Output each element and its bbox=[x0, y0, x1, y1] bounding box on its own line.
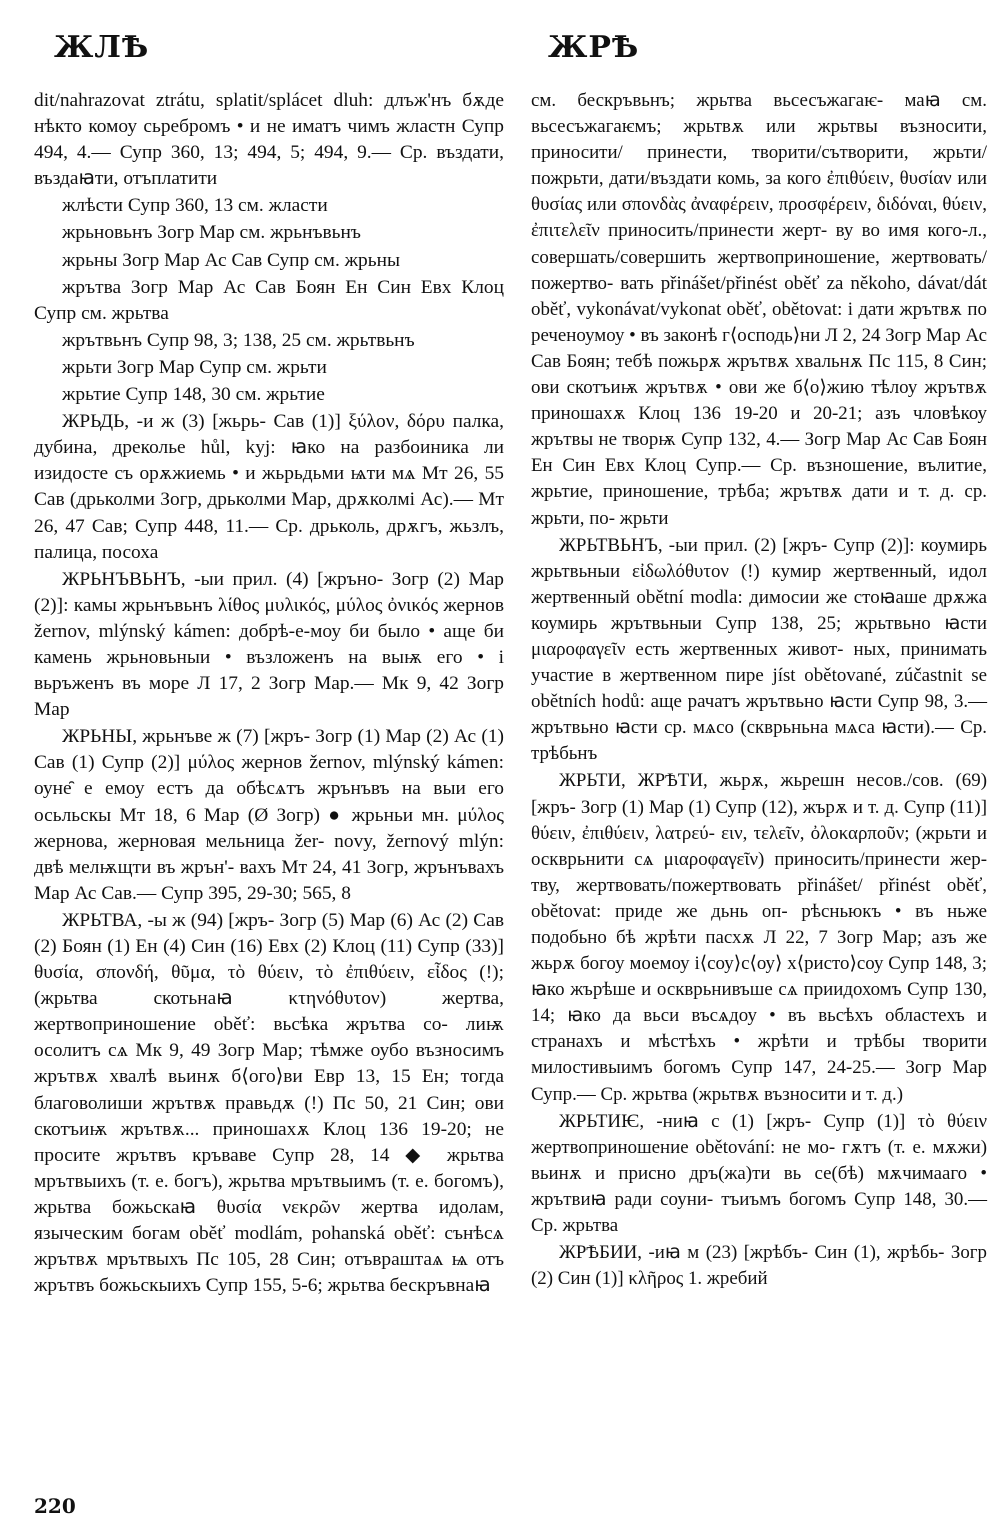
cross-reference-entry: жрьтие Супр 148, 30 см. жрьтие bbox=[62, 384, 325, 406]
dictionary-entry-zhrebii: ЖРѢБИИ, -иꙗ м (23) [жрѣбъ- Син (1), жрѣбь- Зогр (2) Син (1)] κλῆρος 1. жребий bbox=[531, 1242, 987, 1290]
cross-reference-entry: жрьти Зогр Мар Супр см. жрьти bbox=[62, 356, 327, 378]
dictionary-entry-zhrnvn: ЖРЬНЪВЬНЪ, -ыи прил. (4) [жръно- Зогр (2) Мар (2)]: камы жрьнъвьнъ λίθος μυλικός, μύλος ὀνικός жернов žernov, mlýnský kámen: добрѣ-е-моу би было • аще би камень жрьновьныи • възложенъ на выѭ его • і вьръженъ въ море Л 17, 2 Зогр Мар.— Мк 9, 42 Зогр Мар bbox=[34, 568, 504, 721]
right-column bbox=[531, 88, 987, 1293]
right-running-head: ЖРѢ bbox=[548, 30, 640, 65]
cross-reference-entry: жрътвьнъ Супр 98, 3; 138, 25 см. жрьтвьнъ bbox=[62, 329, 415, 351]
cross-reference-entry: жрьны Зогр Мар Ас Сав Супр см. жрьны bbox=[62, 249, 400, 271]
dictionary-entry-zhrd: ЖРЬДЬ, -и ж (3) [жьрь- Сав (1)] ξύλον, δόρυ палка, дубина, дреколье hůl, kyj: ꙗко на разбоиника ли изидосте съ орѫжиемь • и жьрьдьми ѩти мѧ Мт 26, 55 Сав (дрьколми Зогр, дрьколми Мар, дрѫколмі Ас).— Мт 26, 47 Сав; Супр 448, 11.— Ср. дрьколь, дрѫгъ, жьзлъ, палица, посоха bbox=[34, 411, 504, 563]
cross-reference-entry: жлѣсти Супр 360, 13 см. жласти bbox=[62, 195, 328, 217]
entry-continued-text: dit/nahrazovat ztrátu, splatit/splácet dluh: длъж'нъ бѫде нѣкто комоу сьребромъ • и не иматъ чимъ жластн Супр 494, 4.— Супр 360, 13; 494, 5; 494, 9.— Ср. въздати, въздаꙗти, отъплатити bbox=[34, 90, 504, 190]
left-column bbox=[34, 88, 504, 1300]
dictionary-entry-zhrtvn: ЖРЬТВЬНЪ, -ыи прил. (2) [жръ- Супр (2)]: коумирь жрьтвьныи εἰδωλόθυτον (!) кумир жертвенный, идол жертвенный obětní modla: димосии же стоꙗаше дрѫжа коумирь жрътвьныи Супр 138, 25; жрьтвьно ꙗсти μιαροφαγεῖν есть жертвенных живот- ных, принимать участие в жертвенном пире jíst obětované, zúčastnit se obětních hodů: аще рачатъ жрътвьно ꙗсти Супр 98, 3.— жрътвьно ꙗсти ср. мѧсо (скврьньна мѧса ꙗсти).— Ср. трѣбьнъ bbox=[531, 534, 987, 765]
cross-reference-entry: жрътва Зогр Мар Ас Сав Боян Ен Син Евх Клоц Супр см. жрьтва bbox=[34, 276, 504, 324]
dictionary-entry-zhrny: ЖРЬНЫ, жрьнъве ж (7) [жръ- Зогр (1) Мар (2) Ас (1) Сав (1) Супр (2)] μύλος жернов žernov, mlýnský kámen: оуне̑ е емоу естъ да обѣсѧтъ жрънъвъ на выи его осьльскы Мт 18, 6 Мар (Ø Зогр) ● жрьньи мн. μύλος жернова, жерновая мельница žer- novy, žernový mlýn: двѣ мелѭщти въ жрън'- вахъ Мт 24, 41 Зогр, жрънъвахъ Мар Ас Сав.— Супр 395, 29-30; 565, 8 bbox=[34, 726, 504, 904]
page-number: 220 bbox=[34, 1494, 76, 1518]
dictionary-entry-zhrti: ЖРЬТИ, ЖРѢТИ, жьрѫ, жьрешн несов./сов. (69) [жръ- Зогр (1) Мар (1) Супр (12), жърѫ и т. д. Супр (11)] θύειν, ἐπιθύειν, λατρεύ- ειν, τελεῖν, ὀλοκαρποῦν; (жрьти и оскврьнити сѧ μιαροφαγεῖν) приносить/принести жер- тву, жертвовать/пожертвовать přinášet/ přinést oběť, obětovat: приде же дьнь оп- рѣсньюкъ • въ ньже подобьно бѣ жрѣти пасхѫ Л 22, 7 Зогр Мар; азъ же жьрѫ богоу моемоу і⟨соу⟩с⟨оу⟩ х⟨ристо⟩соу Супр 148, 3; ꙗко жърѣше и оскврьнивъше сѧ приидохомъ Супр 130, 14; ꙗко да вьси въсѧдоу • въ вьсѣхъ областехъ и странахъ и мѣстѣхъ • жрѣти и трѣбы творити милостивыимъ богомъ Супр 147, 24-25.— Зогр Мар Супр.— Ср. жрьтва (жрьтвѫ възносити и т. д.) bbox=[531, 770, 987, 1105]
left-running-head: ЖЛѢ bbox=[54, 30, 150, 65]
dictionary-entry-zhrtie: ЖРЬТИѤ, -ниꙗ с (1) [жръ- Супр (1)] τὸ θύειν жертвоприношение obětování: не мо- гѫтъ (т. е. мѫжи) вьинѫ и присно дръ(жа)ти вь се(бѣ) мѫчимааго • жрътвиꙗ ради соуни- тъиъмъ богомъ Супр 148, 30.— Ср. жрьтва bbox=[531, 1110, 987, 1237]
dictionary-entry-zhrtva: ЖРЬТВА, -ы ж (94) [жръ- Зогр (5) Мар (6) Ас (2) Сав (2) Боян (1) Ен (4) Син (16) Евх (2) Клоц (11) Супр (33)] θυσία, σπονδή, θῦμα, τὸ θύειν, τὸ ἐπιθύειν, εἶδος (!); (жрьтва скотьнаꙗ κτηνόθυτον) жертва, жертвоприношение oběť: вьсѣка жрътва со- лиѭ осолитъ сѧ Мк 9, 49 Зогр Мар; тѣмже оубо възносимъ жрътвѫ хвалѣ вьинѫ б⟨ого⟩ви Евр 13, 15 Ен; тогда благоволиши жрътвѫ правьдѫ (!) Пс 50, 21 Син; ови скотъиѭ жрътвѫ... приношахѫ Клоц 136 19-20; не просите жрътвъ кръваве Супр 28, 14 ◆ жрьтва мрътвыихъ (т. е. богъ), жрьтва мрътвыимъ (т. е. богомъ), жрьтва божьскаꙗ θυσία νεκρῶν жертва идолам, языческим богам oběť modlám, pohanská oběť: сънѣсѧ жрътвѫ мрътвыхъ Пс 105, 28 Син; отъвраштаѧ ѩ отъ жрътвъ божьскыихъ Супр 155, 5-6; жрьтва бескръвнаꙗ bbox=[34, 909, 504, 1297]
entry-continued-text: см. бескръвьнъ; жрьтва вьсесъжагаѥ- маꙗ см. вьсесъжагаѥмъ; жрьтвѫ или жрьтвы възносити, приносити/ принести, творити/сътворити, жрьти/пожрьти, дати/въздати комь, за кого ἐπιθύειν, θυσίαν или θυσίας или σπονδὰς ἀναφέρειν, προσφέρειν, διδόναι, θύειν, ἐπιτελεῖν приносить/принести жерт- ву во имя кого-л., совершать/совершить жертвоприношение, жертвовать/пожертво- вать přinášet/přinést oběť za někoho, dávat/dát oběť, vykonávat/vykonat oběť, obětovat: і дати жрътвѫ по реченоумоу • въ законѣ г⟨осподь⟩ни Л 2, 24 Зогр Мар Ас Сав Боян; тебѣ пожьрѫ жрътвѫ хвальнѫ Пс 115, 8 Син; ови скотъиѭ жрътвѫ • ови же б⟨о⟩жию тѣлоу жрътвѫ приношахѫ Клоц 136 19-20 и 20-21; азъ чловѣкоу жрътвы не творѭ Супр 132, 4.— Зогр Мар Ас Сав Боян Ен Син Евх Клоц Супр.— Ср. възношение, вълитие, жрьтие, приношение, трѣба; жрътвѫ дати и т. д. ср. жрьти, по- жрьти bbox=[531, 90, 987, 529]
cross-reference-entry: жрьновьнъ Зогр Мар см. жрьнъвьнъ bbox=[62, 222, 361, 244]
